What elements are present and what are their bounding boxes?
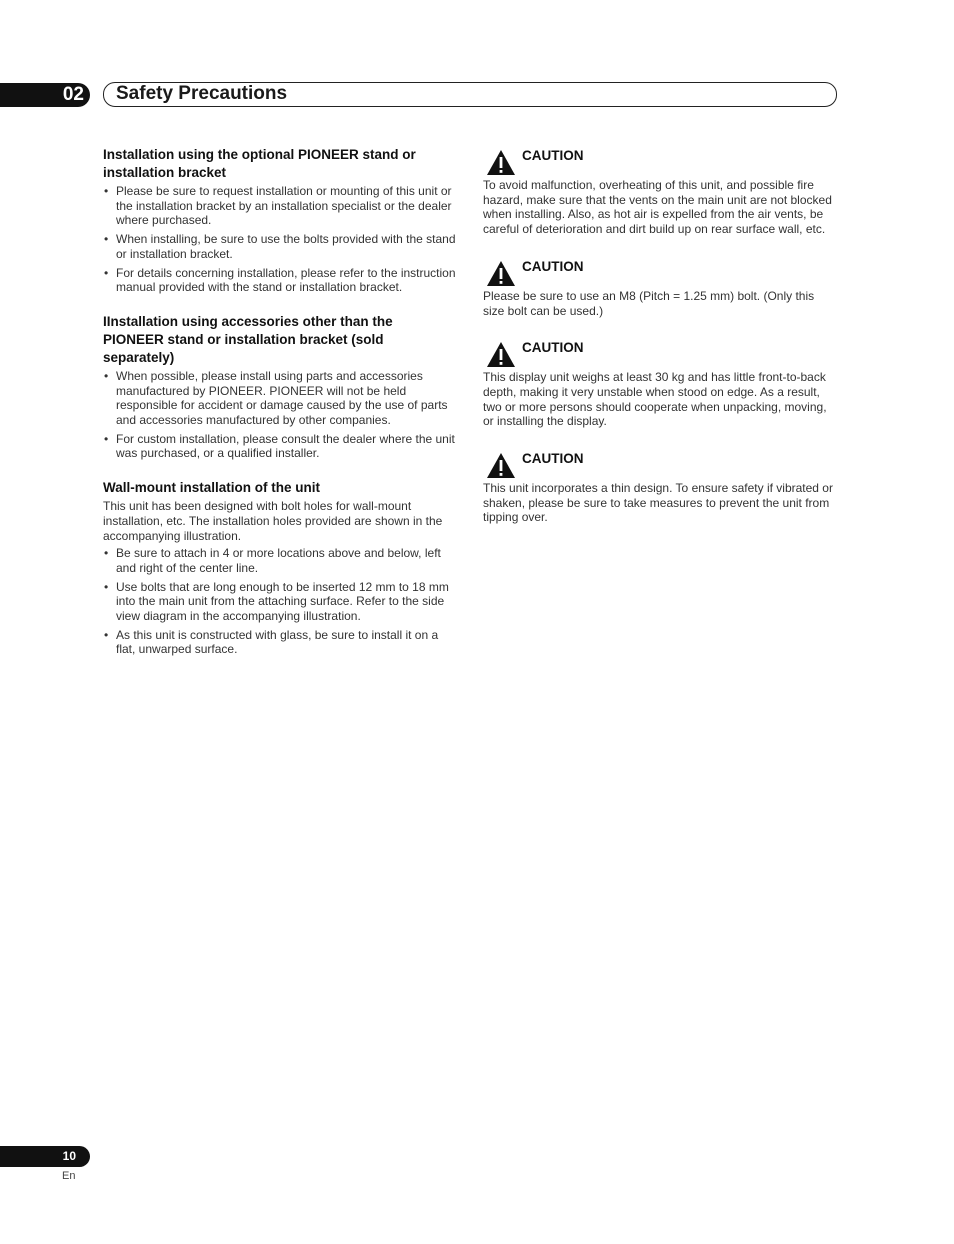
warning-triangle-icon bbox=[486, 452, 516, 479]
bullet-list bbox=[103, 184, 457, 295]
bullet-list bbox=[103, 546, 457, 657]
section-heading: Wall-mount installation of the unit bbox=[103, 480, 320, 496]
warning-triangle-icon bbox=[486, 260, 516, 287]
caution-block-bolt-size bbox=[483, 257, 838, 318]
section-wall-mount bbox=[103, 479, 457, 657]
language-code: En bbox=[62, 1170, 76, 1182]
list-item: • When installing, be sure to use the bolts provided with the stand or installation bracket. bbox=[103, 232, 457, 261]
list-item: • As this unit is constructed with glass, be sure to install it on a flat, unwarped surface. bbox=[103, 628, 457, 657]
section-heading: Installation using the optional PIONEER stand or installation bracket bbox=[103, 147, 416, 180]
caution-text: This display unit weighs at least 30 kg and has little front-to-back depth, making it very unstable when stood on edge. As a result, two or more persons should cooperate when unpacking, moving, or installing the display. bbox=[483, 370, 827, 429]
section-heading: IInstallation using accessories other than the PIONEER stand or installation bracket (sold separately) bbox=[103, 313, 393, 365]
page-title: Safety Precautions bbox=[103, 82, 837, 107]
left-column bbox=[103, 146, 457, 675]
list-item: • For details concerning installation, please refer to the instruction manual provided with the stand or installation bracket. bbox=[103, 266, 457, 295]
list-item: • Be sure to attach in 4 or more locations above and below, left and right of the center line. bbox=[103, 546, 457, 575]
caution-block-weight bbox=[483, 338, 838, 429]
caution-label: CAUTION bbox=[522, 340, 584, 356]
warning-triangle-icon bbox=[486, 149, 516, 176]
right-column bbox=[483, 146, 838, 545]
caution-text: This unit incorporates a thin design. To ensure safety if vibrated or shaken, please be sure to take measures to prevent the unit from tipping over. bbox=[483, 481, 833, 525]
caution-block-vents bbox=[483, 146, 838, 237]
list-item: • Please be sure to request installation or mounting of this unit or the installation bracket by an installation specialist or the dealer where purchased. bbox=[103, 184, 457, 228]
caution-block-tipping bbox=[483, 449, 838, 525]
section-other-accessories bbox=[103, 313, 457, 461]
caution-text: To avoid malfunction, overheating of this unit, and possible fire hazard, make sure that the vents on the main unit are not blocked when installing. Also, as hot air is expelled from the air vents, be careful of deterioration and dirt build up on rear surface wall, etc. bbox=[483, 178, 832, 237]
section-intro: This unit has been designed with bolt holes for wall-mount installation, etc. The installation holes provided are shown in the accompanying illustration. bbox=[103, 499, 443, 543]
section-stand-installation bbox=[103, 146, 457, 295]
list-item: • When possible, please install using parts and accessories manufactured by PIONEER. PIONEER will not be held responsible for accident or damage caused by the use of parts and accessories manufactured by other companies. bbox=[103, 369, 457, 428]
warning-triangle-icon bbox=[486, 341, 516, 368]
list-item: • For custom installation, please consult the dealer where the unit was purchased, or a qualified installer. bbox=[103, 432, 457, 461]
chapter-number-tab: 02 bbox=[0, 83, 90, 107]
caution-text: Please be sure to use an M8 (Pitch = 1.25 mm) bolt. (Only this size bolt can be used.) bbox=[483, 288, 815, 318]
caution-label: CAUTION bbox=[522, 258, 584, 274]
page-number-tab: 10 bbox=[0, 1146, 90, 1167]
list-item: • Use bolts that are long enough to be inserted 12 mm to 18 mm into the main unit from the attaching surface. Refer to the side view diagram in the accompanying illustration. bbox=[103, 580, 457, 624]
bullet-list bbox=[103, 369, 457, 461]
caution-label: CAUTION bbox=[522, 148, 584, 163]
caution-label: CAUTION bbox=[522, 451, 584, 467]
